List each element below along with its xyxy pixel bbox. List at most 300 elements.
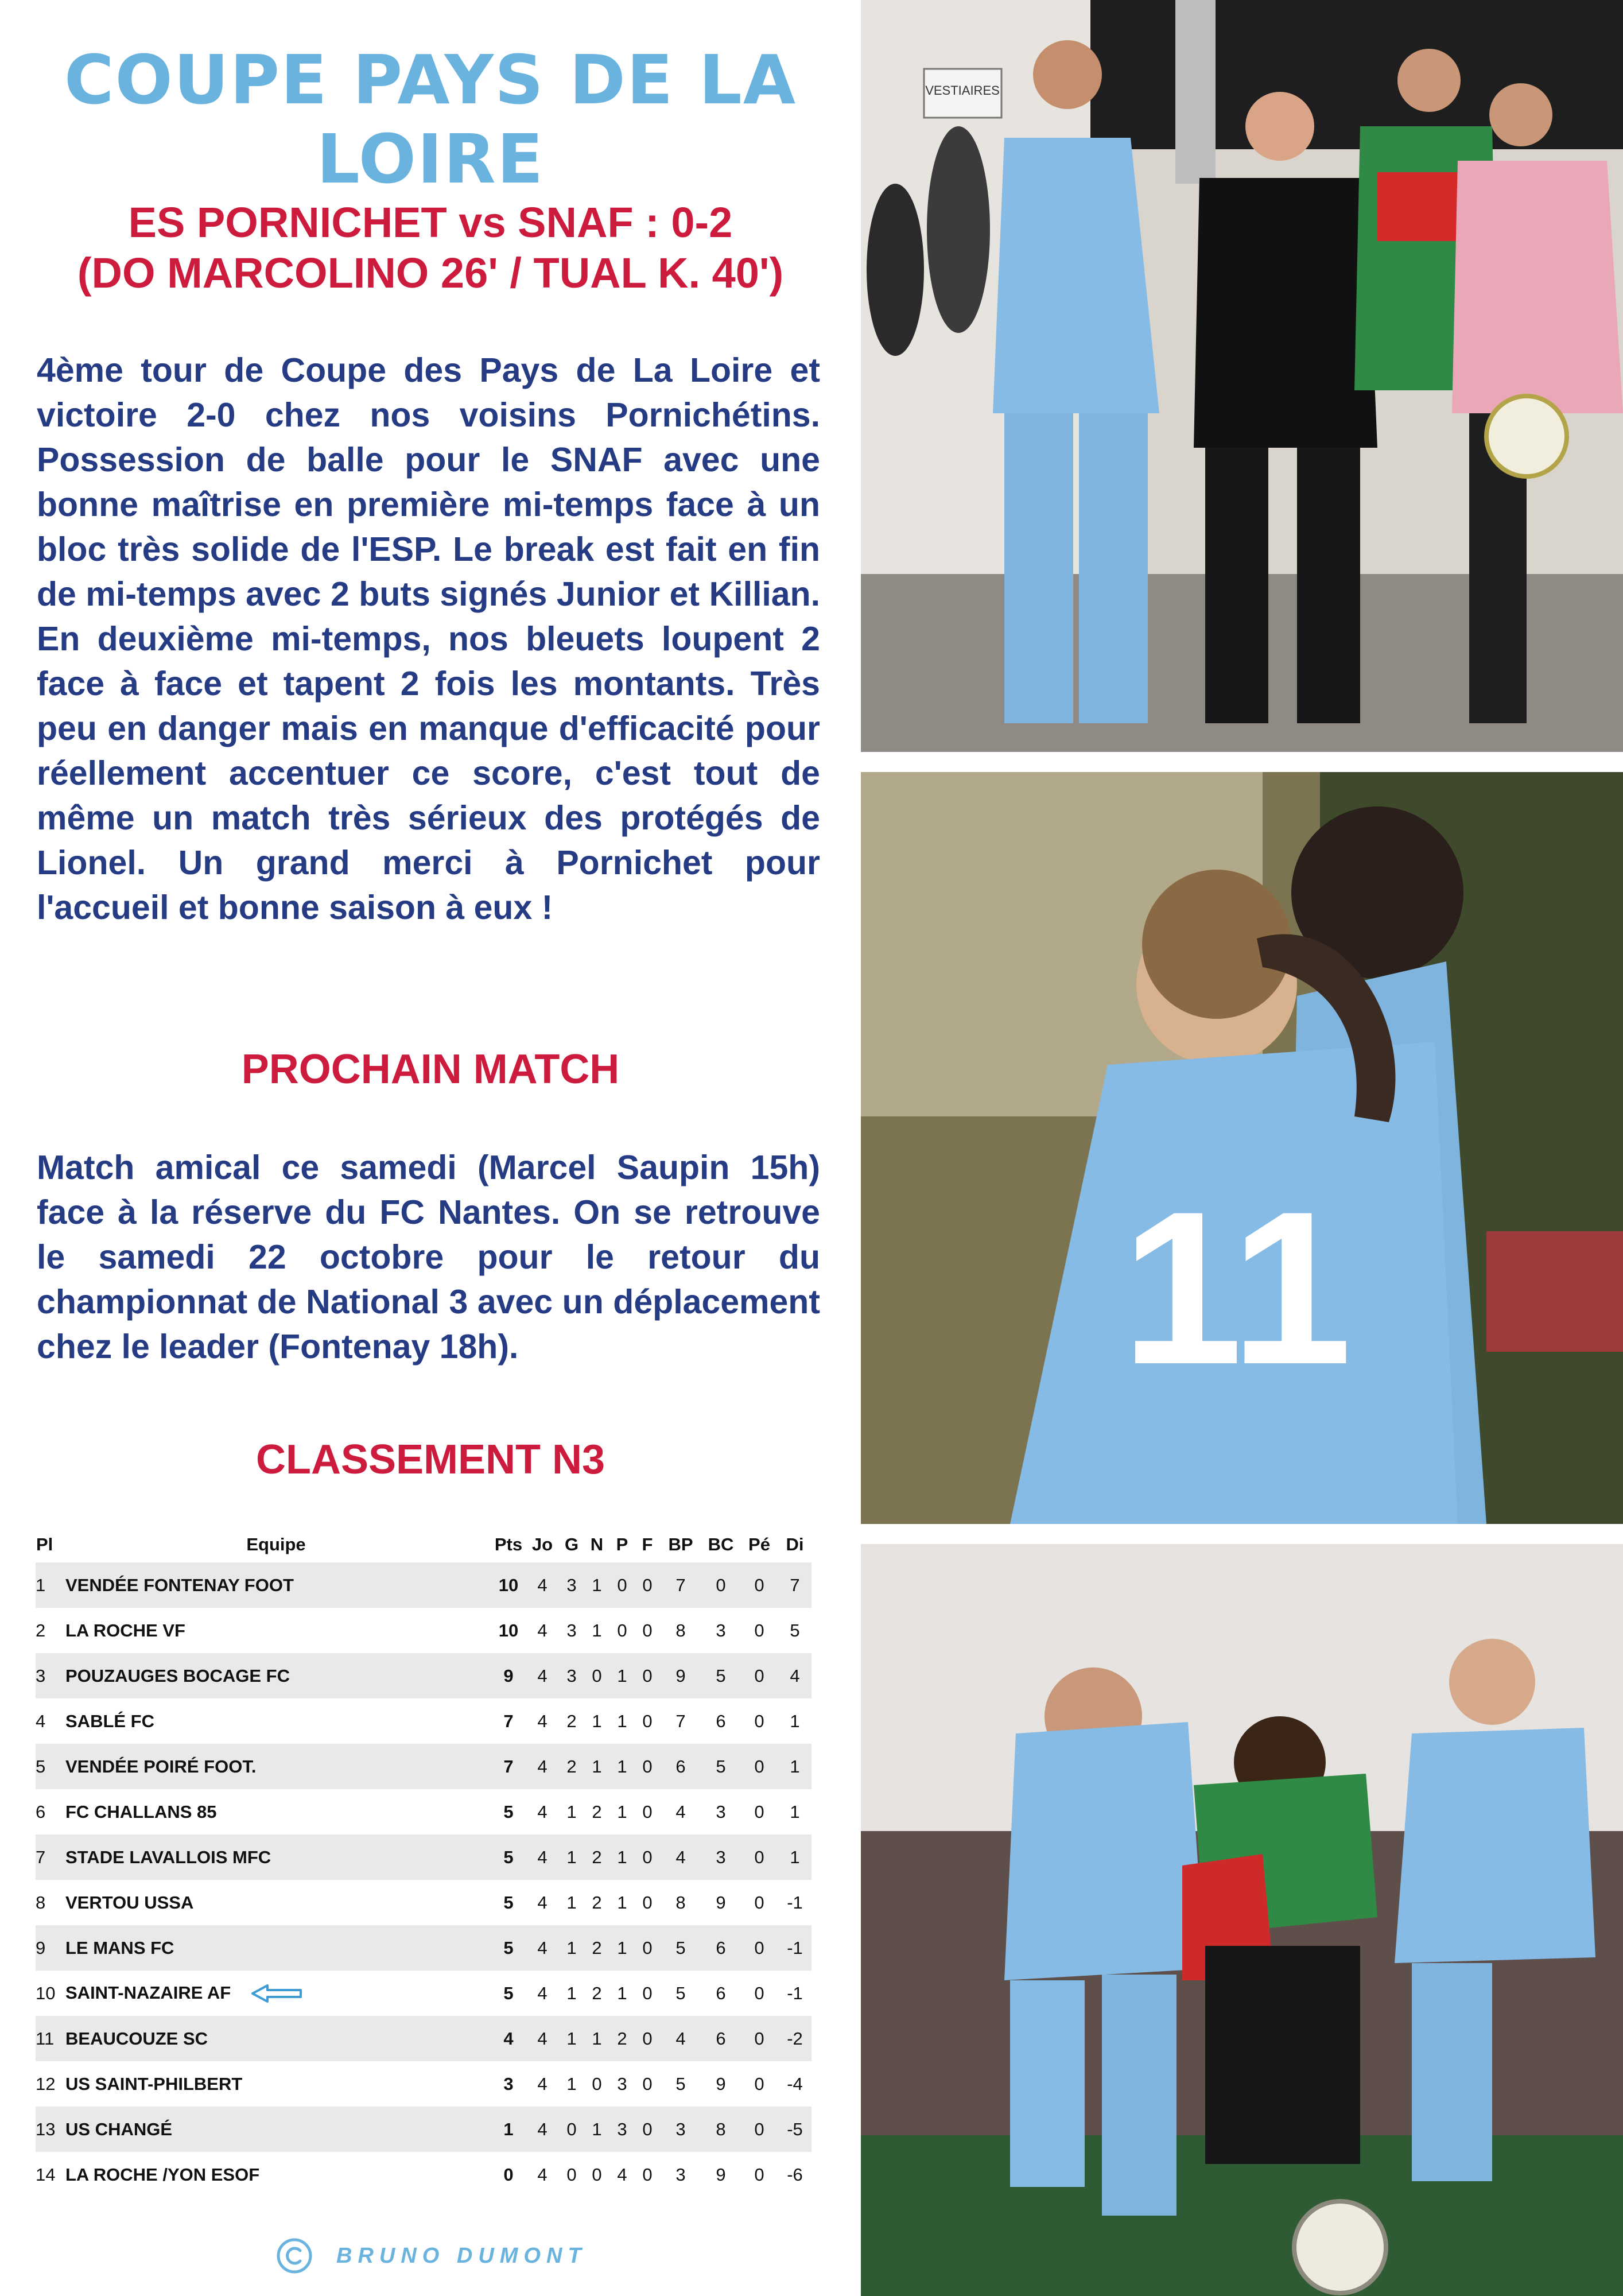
cell-text: 5 bbox=[716, 1756, 726, 1777]
stat-cell bbox=[584, 1562, 609, 1608]
cell-text: 2 bbox=[566, 1711, 577, 1731]
stat-cell bbox=[660, 2061, 701, 2107]
stat-cell bbox=[584, 2152, 609, 2197]
stat-cell bbox=[526, 1925, 559, 1971]
standings-col-0: Pl bbox=[36, 1534, 53, 1554]
team-cell bbox=[61, 1744, 491, 1789]
stat-cell bbox=[635, 1835, 660, 1880]
stat-cell bbox=[609, 1562, 635, 1608]
cell-text: 5 bbox=[503, 1983, 514, 2003]
cell-text: 0 bbox=[642, 1711, 653, 1731]
points-cell bbox=[491, 1880, 526, 1925]
cell-text: 9 bbox=[716, 1892, 726, 1913]
cell-text: US CHANGÉ bbox=[65, 2119, 173, 2139]
cell-text: 4 bbox=[537, 1756, 548, 1777]
cell-text: 0 bbox=[617, 1574, 627, 1595]
cell-text: 7 bbox=[675, 1711, 686, 1731]
stat-cell bbox=[526, 1789, 559, 1835]
cell-text: VENDÉE POIRÉ FOOT. bbox=[65, 1756, 257, 1777]
cell-text: 2 bbox=[36, 1620, 46, 1640]
stat-cell bbox=[559, 2016, 584, 2061]
stat-cell bbox=[526, 2016, 559, 2061]
cell-text: 12 bbox=[36, 2073, 56, 2094]
cell-text: 0 bbox=[642, 1620, 653, 1640]
stat-cell bbox=[660, 1971, 701, 2016]
rank-cell bbox=[36, 2061, 61, 2107]
cell-text: 3 bbox=[675, 2164, 686, 2185]
rank-cell bbox=[36, 1880, 61, 1925]
cell-text: SAINT-NAZAIRE AF bbox=[65, 1982, 231, 2003]
cell-text: 5 bbox=[675, 1983, 686, 2003]
cell-text: POUZAUGES BOCAGE FC bbox=[65, 1665, 290, 1686]
cell-text: -6 bbox=[787, 2164, 803, 2185]
cell-text: 0 bbox=[754, 2073, 764, 2094]
stat-cell bbox=[584, 2016, 609, 2061]
stat-cell bbox=[701, 1653, 740, 1698]
stat-cell bbox=[778, 1880, 812, 1925]
stat-cell bbox=[778, 1653, 812, 1698]
cell-text: 5 bbox=[503, 1892, 514, 1913]
rank-cell bbox=[36, 1744, 61, 1789]
cell-text: 1 bbox=[592, 2028, 602, 2049]
cell-text: 1 bbox=[790, 1756, 800, 1777]
cell-text: 5 bbox=[716, 1665, 726, 1686]
standings-table bbox=[36, 1527, 812, 2197]
cell-text: 5 bbox=[36, 1756, 46, 1777]
rank-cell bbox=[36, 1562, 61, 1608]
stat-cell bbox=[584, 1789, 609, 1835]
stat-cell bbox=[701, 2107, 740, 2152]
cell-text: 6 bbox=[716, 1983, 726, 2003]
arrow-left-icon bbox=[250, 1983, 303, 2004]
cell-text: LA ROCHE VF bbox=[65, 1620, 185, 1640]
stat-cell bbox=[584, 2107, 609, 2152]
table-row bbox=[36, 1789, 812, 1835]
cell-text: FC CHALLANS 85 bbox=[65, 1801, 217, 1822]
cell-text: 1 bbox=[592, 1574, 602, 1595]
cell-text: 1 bbox=[617, 1937, 627, 1958]
points-cell bbox=[491, 1698, 526, 1744]
cell-text: 2 bbox=[592, 1801, 602, 1822]
cell-text: -1 bbox=[787, 1892, 803, 1913]
cell-text: 0 bbox=[754, 1620, 764, 1640]
cell-text: 7 bbox=[503, 1756, 514, 1777]
stat-cell bbox=[559, 1835, 584, 1880]
cell-text: -5 bbox=[787, 2119, 803, 2139]
cell-text: 1 bbox=[566, 2073, 577, 2094]
cell-text: LA ROCHE /YON ESOF bbox=[65, 2164, 260, 2185]
copyright-icon bbox=[275, 2237, 313, 2275]
match-scorers: (DO MARCOLINO 26' / TUAL K. 40') bbox=[77, 249, 784, 297]
stat-cell bbox=[635, 2016, 660, 2061]
cell-text: 2 bbox=[617, 2028, 627, 2049]
cell-text: 9 bbox=[716, 2164, 726, 2185]
points-cell bbox=[491, 2107, 526, 2152]
stat-cell bbox=[701, 1608, 740, 1653]
team-cell bbox=[61, 1608, 491, 1653]
cell-text: 2 bbox=[566, 1756, 577, 1777]
cell-text: 6 bbox=[716, 1937, 726, 1958]
stat-cell bbox=[660, 1925, 701, 1971]
rank-cell bbox=[36, 2107, 61, 2152]
cell-text: 11 bbox=[36, 2028, 55, 2049]
cell-text: 2 bbox=[592, 1983, 602, 2003]
cell-text: 0 bbox=[642, 2073, 653, 2094]
cell-text: 0 bbox=[642, 2119, 653, 2139]
stat-cell bbox=[660, 1789, 701, 1835]
cell-text: 7 bbox=[790, 1574, 800, 1595]
standings-col-4: G bbox=[564, 1534, 579, 1554]
cell-text: 5 bbox=[675, 1937, 686, 1958]
stat-cell bbox=[584, 1971, 609, 2016]
cell-text: 3 bbox=[617, 2119, 627, 2139]
standings-col-3: Jo bbox=[531, 1534, 553, 1554]
photo-walkout bbox=[861, 0, 1623, 752]
stat-cell bbox=[778, 2061, 812, 2107]
stat-cell bbox=[778, 1835, 812, 1880]
cell-text: SABLÉ FC bbox=[65, 1711, 154, 1731]
cell-text: 4 bbox=[537, 1892, 548, 1913]
cell-text: 4 bbox=[537, 1983, 548, 2003]
stat-cell bbox=[526, 2152, 559, 2197]
stat-cell bbox=[701, 1925, 740, 1971]
standings-col-5: N bbox=[590, 1534, 604, 1554]
stat-cell bbox=[701, 2152, 740, 2197]
stat-cell bbox=[740, 1698, 778, 1744]
cell-text: 3 bbox=[617, 2073, 627, 2094]
cell-text: 1 bbox=[566, 1892, 577, 1913]
stat-cell bbox=[660, 1653, 701, 1698]
stat-cell bbox=[660, 2016, 701, 2061]
table-row bbox=[36, 1925, 812, 1971]
cell-text: 3 bbox=[566, 1574, 577, 1595]
cell-text: 4 bbox=[675, 1801, 686, 1822]
stat-cell bbox=[609, 1744, 635, 1789]
match-report: 4ème tour de Coupe des Pays de La Loire et victoire 2-0 chez nos voisins Pornichétins. Possession de balle pour le SNAF avec une bonne maîtrise en première mi-temps face à un bloc très solide de l'ESP. Le break est fait en fin de mi-temps avec 2 buts signés Junior et Killian. En deuxième mi-temps, nos bleuets loupent 2 face à face et tapent 2 fois les montants. Très peu en danger mais en manque d'efficacité pour réellement accentuer ce score, c'est tout de même un match très sérieux des protégés de Lionel. Un grand merci à Pornichet pour l'accueil et bonne saison à eux ! bbox=[37, 351, 820, 926]
cell-text: 5 bbox=[675, 2073, 686, 2094]
cell-text: 8 bbox=[675, 1620, 686, 1640]
cell-text: 3 bbox=[566, 1620, 577, 1640]
stat-cell bbox=[559, 1698, 584, 1744]
stat-cell bbox=[526, 1744, 559, 1789]
stat-cell bbox=[584, 1608, 609, 1653]
stat-cell bbox=[740, 2107, 778, 2152]
cell-text: 4 bbox=[537, 1620, 548, 1640]
points-cell bbox=[491, 2016, 526, 2061]
points-cell bbox=[491, 1789, 526, 1835]
cell-text: 0 bbox=[754, 1756, 764, 1777]
cell-text: 10 bbox=[36, 1983, 56, 2003]
stat-cell bbox=[559, 1653, 584, 1698]
rank-cell bbox=[36, 1925, 61, 1971]
cell-text: 4 bbox=[675, 1847, 686, 1867]
standings-col-10: Pé bbox=[748, 1534, 770, 1554]
cell-text: 1 bbox=[503, 2119, 514, 2139]
cell-text: 1 bbox=[617, 1983, 627, 2003]
team-cell bbox=[61, 2061, 491, 2107]
cell-text: 0 bbox=[642, 1756, 653, 1777]
cell-text: 1 bbox=[790, 1847, 800, 1867]
stat-cell bbox=[740, 1653, 778, 1698]
cell-text: LE MANS FC bbox=[65, 1937, 174, 1958]
stat-cell bbox=[584, 1698, 609, 1744]
stat-cell bbox=[778, 1698, 812, 1744]
cell-text: 0 bbox=[754, 1892, 764, 1913]
cell-text: 6 bbox=[36, 1801, 46, 1822]
team-cell bbox=[61, 1880, 491, 1925]
cell-text: 7 bbox=[675, 1574, 686, 1595]
team-cell bbox=[61, 1971, 491, 2016]
cell-text: 1 bbox=[566, 1983, 577, 2003]
stat-cell bbox=[635, 1925, 660, 1971]
cell-text: 0 bbox=[754, 1574, 764, 1595]
rank-cell bbox=[36, 1835, 61, 1880]
stat-cell bbox=[660, 1835, 701, 1880]
cell-text: 0 bbox=[617, 1620, 627, 1640]
standings-col-11: Di bbox=[786, 1534, 804, 1554]
cell-text: 4 bbox=[503, 2028, 514, 2049]
next-match-heading: PROCHAIN MATCH bbox=[241, 1046, 620, 1092]
cell-text: VENDÉE FONTENAY FOOT bbox=[65, 1574, 294, 1595]
stat-cell bbox=[559, 2061, 584, 2107]
cell-text: 4 bbox=[36, 1711, 46, 1731]
table-row bbox=[36, 1698, 812, 1744]
cell-text: 0 bbox=[592, 2073, 602, 2094]
stat-cell bbox=[559, 2107, 584, 2152]
stat-cell bbox=[526, 2061, 559, 2107]
cell-text: 0 bbox=[642, 2164, 653, 2185]
cell-text: 4 bbox=[537, 1937, 548, 1958]
cell-text: 0 bbox=[754, 1983, 764, 2003]
table-row bbox=[36, 2016, 812, 2061]
photo-credit bbox=[275, 2233, 587, 2279]
cell-text: 9 bbox=[503, 1665, 514, 1686]
stat-cell bbox=[740, 1835, 778, 1880]
stat-cell bbox=[635, 1744, 660, 1789]
standings-body bbox=[36, 1562, 812, 2197]
stat-cell bbox=[609, 1698, 635, 1744]
cell-text: BEAUCOUZE SC bbox=[65, 2028, 208, 2049]
standings-heading: CLASSEMENT N3 bbox=[255, 1437, 605, 1483]
points-cell bbox=[491, 1835, 526, 1880]
cell-text: 0 bbox=[754, 1847, 764, 1867]
table-row bbox=[36, 1608, 812, 1653]
cell-text: 0 bbox=[642, 1847, 653, 1867]
team-cell bbox=[61, 1789, 491, 1835]
stat-cell bbox=[740, 2016, 778, 2061]
cell-text: 0 bbox=[754, 2028, 764, 2049]
standings-col-6: P bbox=[616, 1534, 628, 1554]
stat-cell bbox=[635, 1562, 660, 1608]
stat-cell bbox=[778, 1744, 812, 1789]
cell-text: 2 bbox=[592, 1892, 602, 1913]
stat-cell bbox=[559, 1608, 584, 1653]
cell-text: 1 bbox=[566, 1801, 577, 1822]
stat-cell bbox=[609, 2152, 635, 2197]
cell-text: 4 bbox=[675, 2028, 686, 2049]
cell-text: 0 bbox=[503, 2164, 514, 2185]
cell-text: VERTOU USSA bbox=[65, 1892, 194, 1913]
stat-cell bbox=[778, 2107, 812, 2152]
stat-cell bbox=[584, 1835, 609, 1880]
cell-text: 1 bbox=[790, 1711, 800, 1731]
cell-text: 0 bbox=[754, 1711, 764, 1731]
stat-cell bbox=[740, 1608, 778, 1653]
stat-cell bbox=[559, 1925, 584, 1971]
stat-cell bbox=[609, 2016, 635, 2061]
stat-cell bbox=[740, 1789, 778, 1835]
stat-cell bbox=[584, 1744, 609, 1789]
cell-text: 1 bbox=[617, 1892, 627, 1913]
cell-text: 1 bbox=[592, 2119, 602, 2139]
stat-cell bbox=[559, 1744, 584, 1789]
standings-col-7: F bbox=[642, 1534, 653, 1554]
cell-text: -2 bbox=[787, 2028, 803, 2049]
rank-cell bbox=[36, 1608, 61, 1653]
stat-cell bbox=[635, 2061, 660, 2107]
stat-cell bbox=[701, 1971, 740, 2016]
rank-cell bbox=[36, 1971, 61, 2016]
cell-text: 4 bbox=[537, 2119, 548, 2139]
stat-cell bbox=[559, 1562, 584, 1608]
rank-cell bbox=[36, 1653, 61, 1698]
stat-cell bbox=[635, 1653, 660, 1698]
cell-text: 9 bbox=[675, 1665, 686, 1686]
next-match-text: Match amical ce samedi (Marcel Saupin 15h) face à la réserve du FC Nantes. On se retrouve le samedi 22 octobre pour le retour du championnat de National 3 avec un déplacement chez le leader (Fontenay 18h). bbox=[37, 1149, 820, 1366]
table-row bbox=[36, 1653, 812, 1698]
team-cell bbox=[61, 1698, 491, 1744]
cell-text: 1 bbox=[617, 1711, 627, 1731]
team-cell bbox=[61, 2152, 491, 2197]
stat-cell bbox=[660, 2107, 701, 2152]
stat-cell bbox=[660, 2152, 701, 2197]
stat-cell bbox=[778, 1562, 812, 1608]
cell-text: 0 bbox=[642, 1574, 653, 1595]
cell-text: 1 bbox=[566, 1937, 577, 1958]
team-cell bbox=[61, 1835, 491, 1880]
stat-cell bbox=[609, 2061, 635, 2107]
stat-cell bbox=[584, 1880, 609, 1925]
standings-col-1: Equipe bbox=[246, 1534, 306, 1554]
cell-text: 2 bbox=[592, 1847, 602, 1867]
cell-text: 0 bbox=[754, 2164, 764, 2185]
table-row bbox=[36, 1562, 812, 1608]
cell-text: 6 bbox=[716, 2028, 726, 2049]
cell-text: 14 bbox=[36, 2164, 56, 2185]
points-cell bbox=[491, 2152, 526, 2197]
stat-cell bbox=[635, 2152, 660, 2197]
stat-cell bbox=[778, 1925, 812, 1971]
cell-text: 0 bbox=[642, 2028, 653, 2049]
cell-text: 5 bbox=[503, 1801, 514, 1822]
stat-cell bbox=[609, 1925, 635, 1971]
cell-text: 10 bbox=[498, 1620, 519, 1640]
stat-cell bbox=[701, 1835, 740, 1880]
cell-text: 4 bbox=[537, 1665, 548, 1686]
cell-text: 4 bbox=[537, 1847, 548, 1867]
cell-text: 1 bbox=[617, 1801, 627, 1822]
cell-text: 5 bbox=[503, 1937, 514, 1958]
rank-cell bbox=[36, 2016, 61, 2061]
cell-text: -1 bbox=[787, 1983, 803, 2003]
stat-cell bbox=[701, 2016, 740, 2061]
cell-text: 4 bbox=[537, 1711, 548, 1731]
stat-cell bbox=[559, 1971, 584, 2016]
cell-text: 0 bbox=[754, 2119, 764, 2139]
cell-text: 1 bbox=[790, 1801, 800, 1822]
cell-text: -4 bbox=[787, 2073, 803, 2094]
cell-text: 0 bbox=[754, 1665, 764, 1686]
stat-cell bbox=[526, 1608, 559, 1653]
table-row bbox=[36, 2107, 812, 2152]
cell-text: 1 bbox=[617, 1756, 627, 1777]
stat-cell bbox=[660, 1744, 701, 1789]
stat-cell bbox=[660, 1608, 701, 1653]
stat-cell bbox=[740, 1562, 778, 1608]
cell-text: 5 bbox=[503, 1847, 514, 1867]
cell-text: 0 bbox=[592, 2164, 602, 2185]
standings-col-9: BC bbox=[708, 1534, 734, 1554]
cell-text: 7 bbox=[503, 1711, 514, 1731]
stat-cell bbox=[635, 1698, 660, 1744]
rank-cell bbox=[36, 1698, 61, 1744]
stat-cell bbox=[584, 1653, 609, 1698]
cell-text: 0 bbox=[642, 1983, 653, 2003]
standings-col-2: Pts bbox=[494, 1534, 523, 1554]
points-cell bbox=[491, 1562, 526, 1608]
cell-text: 3 bbox=[503, 2073, 514, 2094]
rank-cell bbox=[36, 1789, 61, 1835]
team-cell bbox=[61, 1562, 491, 1608]
cell-text: 3 bbox=[566, 1665, 577, 1686]
cell-text: 10 bbox=[498, 1574, 519, 1595]
stat-cell bbox=[526, 1653, 559, 1698]
cell-text: 1 bbox=[617, 1665, 627, 1686]
stat-cell bbox=[609, 1608, 635, 1653]
cell-text: 0 bbox=[642, 1892, 653, 1913]
cell-text: 3 bbox=[675, 2119, 686, 2139]
cell-text: 0 bbox=[716, 1574, 726, 1595]
cell-text: 1 bbox=[592, 1756, 602, 1777]
cell-text: 6 bbox=[716, 1711, 726, 1731]
stat-cell bbox=[660, 1562, 701, 1608]
jersey-number: 11 bbox=[1121, 1166, 1352, 1410]
stat-cell bbox=[740, 1744, 778, 1789]
stat-cell bbox=[635, 2107, 660, 2152]
cell-text: 6 bbox=[675, 1756, 686, 1777]
stat-cell bbox=[526, 1562, 559, 1608]
stat-cell bbox=[701, 1562, 740, 1608]
cell-text: 3 bbox=[716, 1847, 726, 1867]
stat-cell bbox=[740, 1971, 778, 2016]
stat-cell bbox=[609, 1971, 635, 2016]
table-row bbox=[36, 1744, 812, 1789]
photo-celebration bbox=[861, 772, 1623, 1524]
rank-cell bbox=[36, 2152, 61, 2197]
stat-cell bbox=[740, 2152, 778, 2197]
points-cell bbox=[491, 1971, 526, 2016]
cell-text: 5 bbox=[790, 1620, 800, 1640]
table-row bbox=[36, 1971, 812, 2016]
stat-cell bbox=[701, 1880, 740, 1925]
stat-cell bbox=[778, 2016, 812, 2061]
stat-cell bbox=[609, 2107, 635, 2152]
stat-cell bbox=[701, 1789, 740, 1835]
points-cell bbox=[491, 1925, 526, 1971]
stat-cell bbox=[609, 1835, 635, 1880]
cell-text: 1 bbox=[592, 1620, 602, 1640]
cell-text: 0 bbox=[754, 1937, 764, 1958]
